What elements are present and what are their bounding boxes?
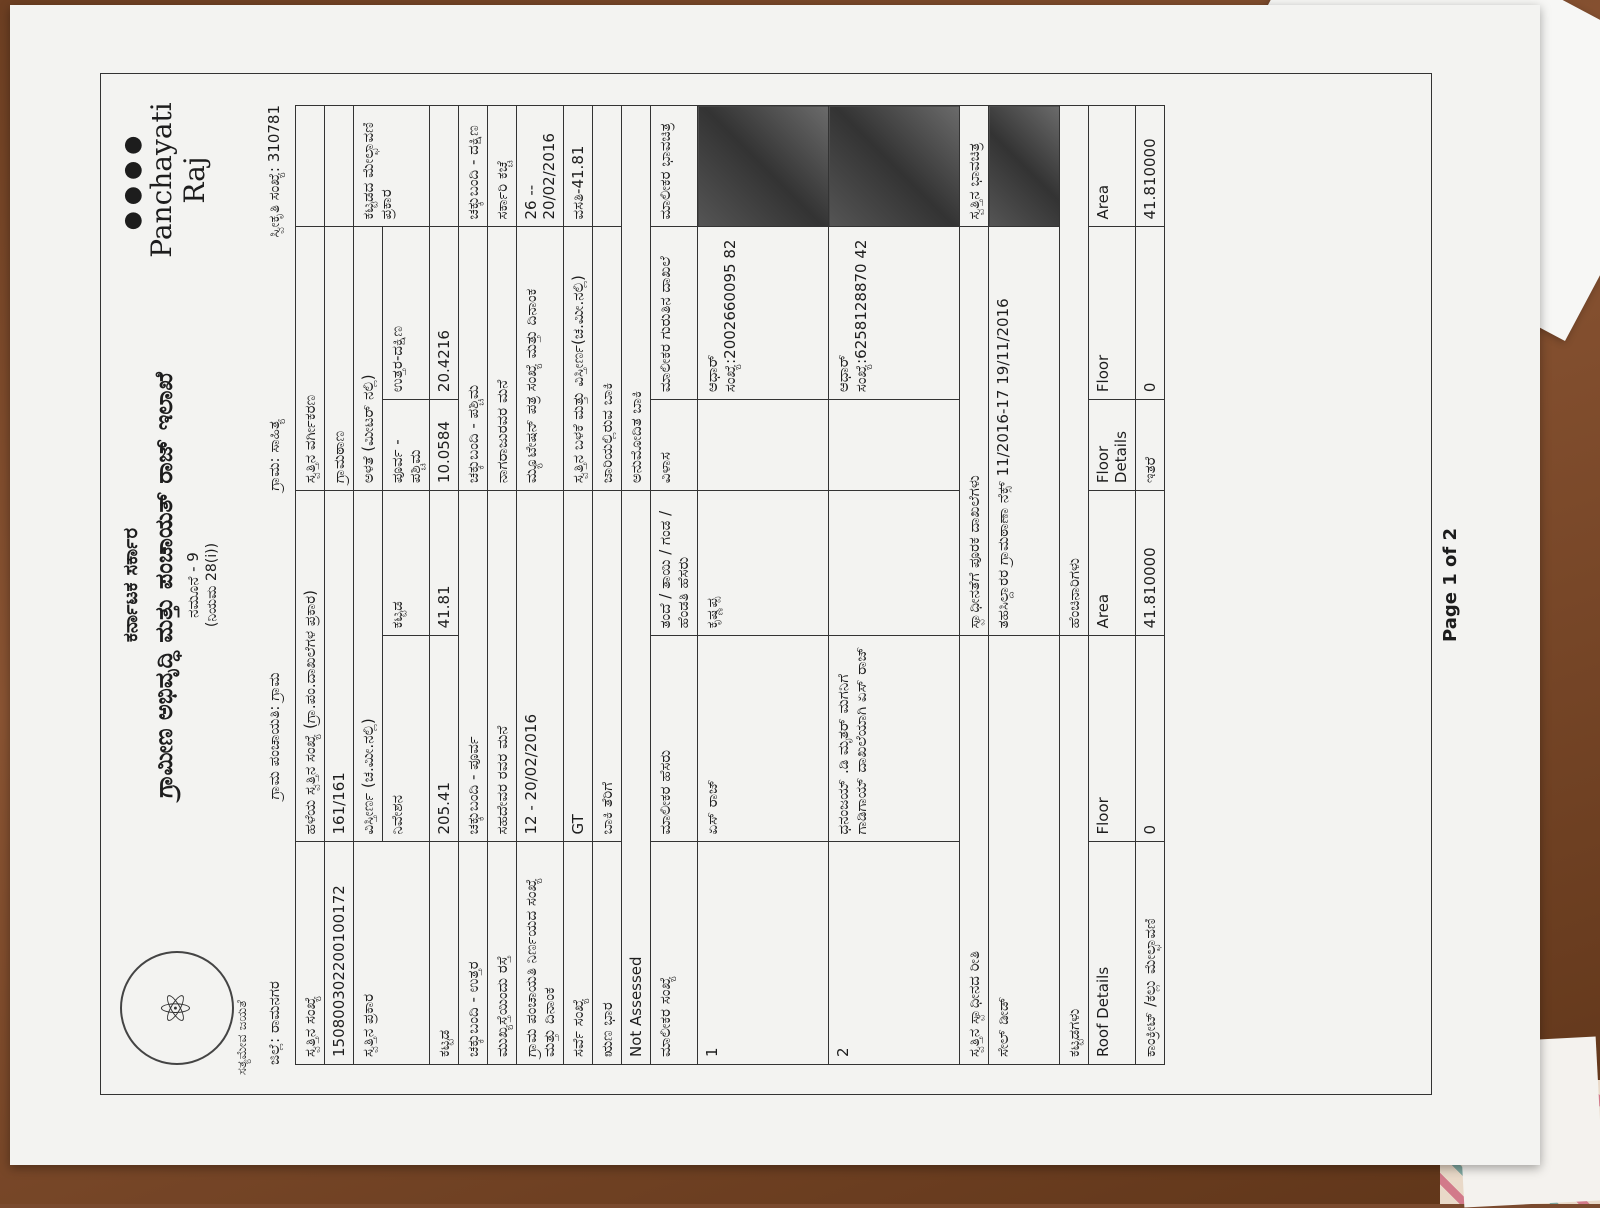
location-line	[265, 105, 283, 1065]
site-area: 205.41	[430, 636, 459, 842]
mutation-label: ಮ್ಯೂಟೇಷನ್ ಪತ್ರ ಸಂಖ್ಯೆ ಮತ್ತು ದಿನಾಂಕ	[517, 227, 564, 491]
table-row	[354, 106, 383, 1065]
north-value: ಮುಖ್ಯಸ್ತೆಯಿಂದು ರಸ್ತೆ	[488, 842, 517, 1065]
built-row-label: ಕಟ್ಟಡ	[430, 842, 459, 1065]
north-south-label: ಉತ್ತರ-ದಕ್ಷಿಣ	[383, 227, 430, 400]
roof-type: ಕಾಂಕ್ರೀಟ್ /ಕಲ್ಲು ಮೇಲ್ಛಾವಣಿ	[1136, 842, 1165, 1065]
table-row	[1136, 106, 1165, 1065]
floor-area: 41.810000	[1136, 106, 1165, 228]
resolution-label: ಗ್ರಾಮ ಪಂಚಾಯತಿ ನಿರ್ಣಯದ ಸಂಖ್ಯೆ ಮತ್ತು ದಿನಾಂಕ	[517, 842, 564, 1065]
owner-relation: ಕೃಷ್ಣಪ್ಪ	[698, 491, 829, 636]
west-value: ನಾಗರಾಜುರವರ ಮನೆ	[488, 227, 517, 491]
owner-photo	[698, 106, 829, 228]
document-photo	[10, 5, 1540, 1165]
emblem-caption: ಸತ್ಯಮೇವ ಜಯತೆ	[235, 1000, 250, 1075]
owner-no-header: ಮಾಲೀಕರ ಸಂಖ್ಯೆ	[651, 842, 698, 1065]
north-label: ಚಕ್ಕುಬಂದಿ - ಉತ್ತರ	[459, 842, 488, 1065]
owner-id-header: ಮಾಲೀಕರ ಗುರುತಿನ ದಾಖಲೆ	[651, 227, 698, 400]
receipt-number: ಸ್ವೀಕೃತಿ ಸಂಖ್ಯೆ: 310781	[265, 105, 283, 238]
table-row	[430, 106, 459, 1065]
acquisition-type: ಸೇಲ್ ಡೀಡ್	[989, 636, 1060, 1065]
tax-value: ಜಾರಿಯಲ್ಲಿರುವ ಬಾಕಿ	[593, 227, 622, 491]
government-title: ಕರ್ನಾಟಕ ಸರ್ಕಾರ	[118, 527, 142, 643]
table-row	[488, 106, 517, 1065]
table-row	[622, 106, 651, 1065]
owner-address	[698, 400, 829, 491]
table-row	[325, 106, 354, 1065]
measure-label: ಅಳತೆ (ಮೀಟರ್ ನಲ್ಲಿ)	[354, 227, 383, 491]
rule-number: (ನಿಯಮ 28(i))	[204, 542, 220, 628]
old-no-value: 161/161	[325, 491, 354, 842]
east-west-label: ಪೂರ್ವ - ಪಶ್ಚಿಮ	[383, 400, 430, 491]
building-value: ಹೆಂಚಿನಾರಿಗಳು	[1060, 106, 1089, 636]
blank-cell	[430, 106, 459, 228]
south-label: ಚಕ್ಕುಬಂದಿ - ದಕ್ಷಿಣ	[459, 106, 488, 228]
tax-demand-label: ಬಾಕಿ ತೆರಿಗೆ	[593, 491, 622, 842]
page-number: Page 1 of 2	[1440, 528, 1461, 642]
roof-area: 41.810000	[1136, 491, 1165, 636]
form-number: ನಮೂನೆ - 9	[184, 552, 202, 618]
building-label: ಕಟ್ಟಡಗಳು	[1060, 636, 1089, 1065]
east-value: ಸಹದೇವರ ರವರ ಮನೆ	[488, 491, 517, 842]
owner-address	[829, 400, 960, 491]
table-row	[517, 106, 564, 1065]
old-no-label: ಹಳೆಯ ಸ್ವತ್ತಿನ ಸಂಖ್ಯೆ (ಗ್ರಾ.ಪಂ.ದಾಖಲೆಗಳ ಪ್ರಕಾರ)	[296, 491, 325, 842]
mutation-value: 26 -- 20/02/2016	[517, 106, 564, 228]
owner-address-header: ವಿಳಾಸ	[651, 400, 698, 491]
acquisition-label: ಸ್ವತ್ತಿನ ಸ್ವಾಧೀನದ ರೀತಿ	[960, 636, 989, 1065]
area-label: ವಿಸ್ತೀರ್ಣ (ಚ.ಮೀ.ನಲ್ಲಿ)	[354, 491, 383, 842]
east-west-value: 10.0584	[430, 400, 459, 491]
panchayati-raj-logo	[120, 95, 211, 265]
blank-cell	[296, 106, 325, 228]
owner-photo	[829, 106, 960, 228]
table-row	[989, 106, 1060, 1065]
roof-floor: 0	[1136, 636, 1165, 842]
west-label: ಚಕ್ಕುಬಂದಿ - ಪಶ್ಚಿಮ	[459, 227, 488, 491]
floor-details-title: Floor Details	[1089, 400, 1136, 491]
owner-photo-header: ಮಾಲೀಕರ ಭಾವಚಿತ್ರ	[651, 106, 698, 228]
usage-value: ವಸತಿ-41.81	[564, 106, 593, 228]
owner-name: ಧನಂಜಯ್ .ಡಿ ಮೃತರ್ ಮಗನಿಗೆ ಗಾಡಿಗಾಯ್ ದಾಖಲೆಯಾಗಿ ಏಸ್ ರಾಜ್	[829, 636, 960, 842]
logo-text: Panchayati Raj	[145, 102, 211, 258]
owner-relation-header: ತಂದೆ / ತಾಯಿ / ಗಂಡ / ಹೆಂಡತಿ ಹೆಸರು	[651, 491, 698, 636]
table-row	[960, 106, 989, 1065]
owner-name-header: ಮಾಲೀಕರ ಹೆಸರು	[651, 636, 698, 842]
owner-name: ಏಸ್ ರಾಜ್	[698, 636, 829, 842]
type-value: ಗ್ರಾಮಠಾಣ	[325, 227, 354, 491]
tax-label: ಋಣ ಭಾರ	[593, 842, 622, 1065]
state-emblem-icon: ⚛	[120, 951, 234, 1065]
east-label: ಚಕ್ಕುಬಂದಿ - ಪೂರ್ವ	[459, 491, 488, 842]
table-row	[459, 106, 488, 1065]
category-label: ಸ್ವತ್ತಿನ ಪ್ರಕಾರ	[354, 842, 430, 1065]
building-type-label: ಕಟ್ಟಡದ ಮೇಲ್ಛಾವಣಿ ಪ್ರಕಾರ	[354, 106, 430, 228]
table-row	[593, 106, 622, 1065]
survey-value: GT	[564, 491, 593, 842]
owner-no: 2	[829, 842, 960, 1065]
acquisition-doc-label: ಸ್ವಾಧೀನತೆಗೆ ಪೂರಕ ದಾಖಲೆಗಳು	[960, 227, 989, 636]
property-table	[295, 105, 1165, 1065]
property-photo-label: ಸ್ವತ್ತಿನ ಭಾವಚಿತ್ರ	[960, 106, 989, 228]
floor-header: Floor	[1089, 227, 1136, 400]
village-label: ಗ್ರಾಮ: ಸಾಹಿತ್ಯ	[265, 419, 283, 491]
table-row	[564, 106, 593, 1065]
survey-label: ಸರ್ವೆ ಸಂಖ್ಯೆ	[564, 842, 593, 1065]
district-label: ಜಿಲ್ಲೆ: ರಾಮನಗರ	[265, 981, 283, 1065]
blank-cell	[325, 106, 354, 228]
south-value: ಸರ್ಕಾರಿ ಕಚ್ಚೆ	[488, 106, 517, 228]
not-assessed: Not Assessed	[622, 491, 651, 1065]
floor-area-header: Area	[1089, 106, 1136, 228]
logo-dots-icon: ●●●●	[120, 129, 145, 231]
property-photo	[989, 106, 1060, 228]
owners-header-row	[651, 106, 698, 1065]
blank-cell	[593, 106, 622, 228]
table-row	[1060, 106, 1089, 1065]
panchayat-label: ಗ್ರಾಮ ಪಂಚಾಯತಿ: ಗ್ರಾಮ	[265, 672, 283, 800]
roof-details-title: Roof Details	[1089, 842, 1136, 1065]
owner-row	[829, 106, 960, 1065]
owner-row	[698, 106, 829, 1065]
floor-no: 0	[1136, 227, 1165, 400]
table-row	[296, 106, 325, 1065]
built-label: ಕಟ್ಟಡ	[383, 491, 430, 636]
north-south-value: 20.4216	[430, 227, 459, 400]
type-label: ಸ್ವತ್ತಿನ ವರ್ಗೀಕರಣ	[296, 227, 325, 491]
resolution-value: 12 - 20/02/2016	[517, 491, 564, 842]
department-title: ಗ್ರಾಮೀಣ ಅಭಿವೃದ್ಧಿ ಮತ್ತು ಪಂಚಾಯತ್ ರಾಜ್ ಇಲಾಖೆ	[150, 372, 178, 798]
roof-area-header: Area	[1089, 491, 1136, 636]
floor-type: ಇತರೆ	[1136, 400, 1165, 491]
property-no-value: 150800302200100172	[325, 842, 354, 1065]
document-header	[118, 285, 220, 885]
acquisition-doc: ತಹಸಿಲ್ದಾರರ ಗ್ರಾಮಠಾಣಾ ನೆಕ್ಸ್ 11/2016-17 19/11/2016	[989, 227, 1060, 636]
form-9-document	[60, 35, 1500, 1135]
owner-no: 1	[698, 842, 829, 1065]
built-area: 41.81	[430, 491, 459, 636]
roof-floor-header: Floor	[1089, 636, 1136, 842]
owner-relation	[829, 491, 960, 636]
usage-label: ಸ್ವತ್ತಿನ ಬಳಕೆ ಮತ್ತು ವಿಸ್ತೀರ್ಣ(ಚ.ಮೀ.ನಲ್ಲಿ)	[564, 227, 593, 491]
owner-id: ಆಧಾರ್ ಸಂಖ್ಯೆ:6258128870 42	[829, 227, 960, 400]
property-no-label: ಸ್ವತ್ತಿನ ಸಂಖ್ಯೆ	[296, 842, 325, 1065]
approved-label: ಅನುಮೋದಿತ ಬಾಕಿ	[622, 106, 651, 491]
owner-id: ಆಧಾರ್ ಸಂಖ್ಯೆ:2002660095 82	[698, 227, 829, 400]
site-label: ನಿವೇಶನ	[383, 636, 430, 842]
table-row	[1089, 106, 1136, 1065]
